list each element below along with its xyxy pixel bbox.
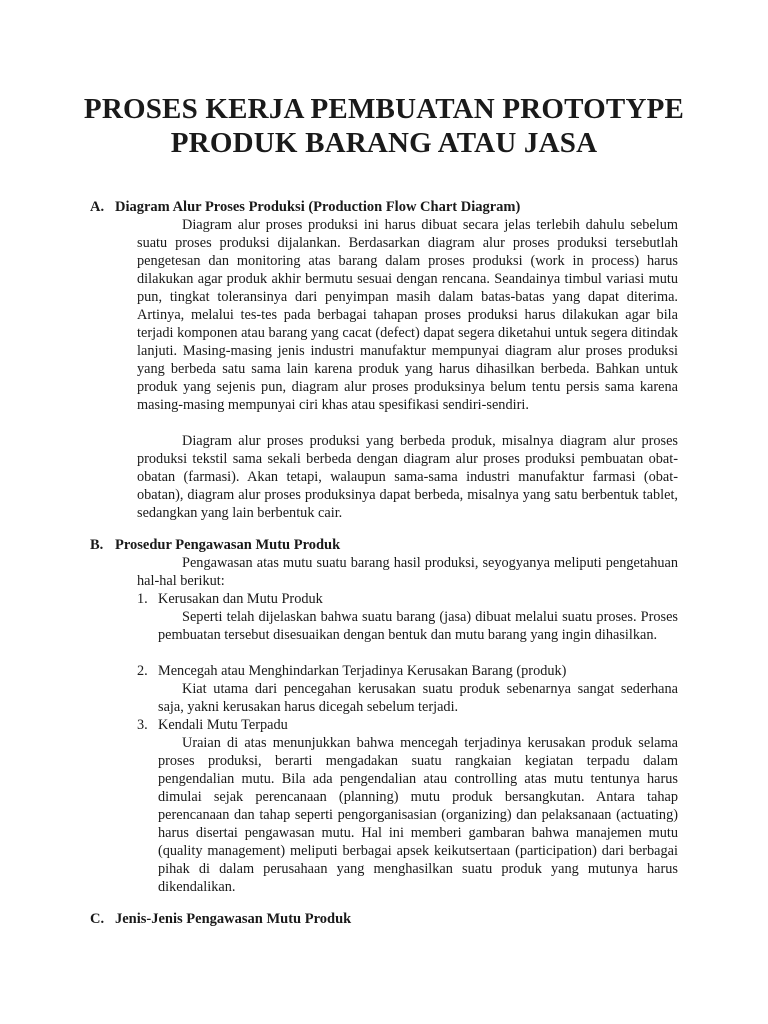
list-item-1-number: 1. [137, 591, 148, 607]
section-b-letter: B. [90, 537, 104, 553]
section-b-intro: Pengawasan atas mutu suatu barang hasil produksi, seyogyanya meliputi pengetahuan hal-hal berikut: [137, 555, 678, 589]
section-c-heading-text: Jenis-Jenis Pengawasan Mutu Produk [115, 911, 352, 927]
section-a-letter: A. [90, 199, 105, 215]
list-item-2-title [137, 662, 566, 680]
section-c-letter: C. [90, 911, 105, 927]
list-item-3-number: 3. [137, 717, 148, 733]
list-item-1-text: Seperti telah dijelaskan bahwa suatu barang (jasa) dibuat melalui suatu proses. Proses pembuatan tersebut disesuaikan dengan bentuk dan mutu barang yang ingin dihasilkan. [158, 609, 678, 643]
section-b-heading-text: Prosedur Pengawasan Mutu Produk [115, 537, 341, 553]
list-item-2-label: Mencegah atau Menghindarkan Terjadinya Kerusakan Barang (produk) [158, 663, 567, 679]
section-a-heading [90, 198, 520, 216]
list-item-2-number: 2. [137, 663, 148, 679]
document-title [60, 92, 708, 160]
title-line-2: PRODUK BARANG ATAU JASA [170, 127, 598, 159]
list-item-3-title [137, 716, 288, 734]
list-item-3-text: Uraian di atas menunjukkan bahwa mencegah terjadinya kerusakan produk selama proses produksi, berarti mengadakan suatu rangkaian kegiatan terpadu dalam pengendalian mutu. Bila ada pengendalian atau controlling atas mutu tentunya harus dimulai sejak perencanaan (planning) mutu produk bersangkutan. Antara tahap perencanaan dan tahap seperti pengorganisasian (organizing) dan pelaksanaan (actuating) harus disertai pengawasan mutu. Hal ini memberi gambaran bahwa manajemen mutu (quality management) meliputi berbagai apsek keikutsertaan (participation) dari berbagai pihak di dalam perusahaan yang menghasilkan suatu produk yang mutunya harus dikendalikan. [158, 735, 678, 895]
section-c-heading [90, 910, 351, 928]
section-b-heading [90, 536, 340, 554]
list-item-1-title [137, 590, 323, 608]
list-item-3-label: Kendali Mutu Terpadu [158, 717, 288, 733]
section-a-paragraph-2: Diagram alur proses produksi yang berbeda produk, misalnya diagram alur proses produksi tekstil sama sekali berbeda dengan diagram alur proses produksi pembuatan obat-obatan (farmasi). Akan tetapi, walaupun sama-sama industri manufaktur farmasi (obat-obatan), diagram alur proses produksinya dapat berbeda, misalnya yang satu berbentuk tablet, sedangkan yang lain berbentuk cair. [137, 433, 678, 521]
list-item-2-text: Kiat utama dari pencegahan kerusakan suatu produk sebenarnya sangat sederhana saja, yakni kerusakan harus dicegah sebelum terjadi. [158, 681, 678, 715]
title-line-1: PROSES KERJA PEMBUATAN PROTOTYPE [83, 93, 685, 125]
list-item-1-label: Kerusakan dan Mutu Produk [158, 591, 323, 607]
section-a-heading-text: Diagram Alur Proses Produksi (Production Flow Chart Diagram) [115, 199, 521, 215]
section-a-paragraph-1: Diagram alur proses produksi ini harus dibuat secara jelas terlebih dahulu sebelum suatu proses produksi dijalankan. Berdasarkan diagram alur proses produksi tersebutlah pengetesan dan monitoring atas barang dalam proses produksi (work in process) harus dilakukan agar produk akhir bermutu sesuai dengan rencana. Seandainya timbul variasi mutu pun, tingkat toleransinya dari penyimpan masih dalam batas-batas yang dapat diterima. Artinya, melalui tes-tes pada berbagai tahapan proses produksi harus dilakukan agar bila terjadi komponen atau barang yang cacat (defect) dapat segera diketahui untuk segera ditindak lanjuti. Masing-masing jenis industri manufaktur mempunyai diagram alur proses produksi yang berbeda satu sama lain karena produk yang harus dihasilkan berbeda. Bahkan untuk produk yang sejenis pun, diagram alur proses produksinya belum tentu persis sama karena masing-masing mempunyai ciri khas atau spesifikasi sendiri-sendiri. [137, 217, 678, 413]
